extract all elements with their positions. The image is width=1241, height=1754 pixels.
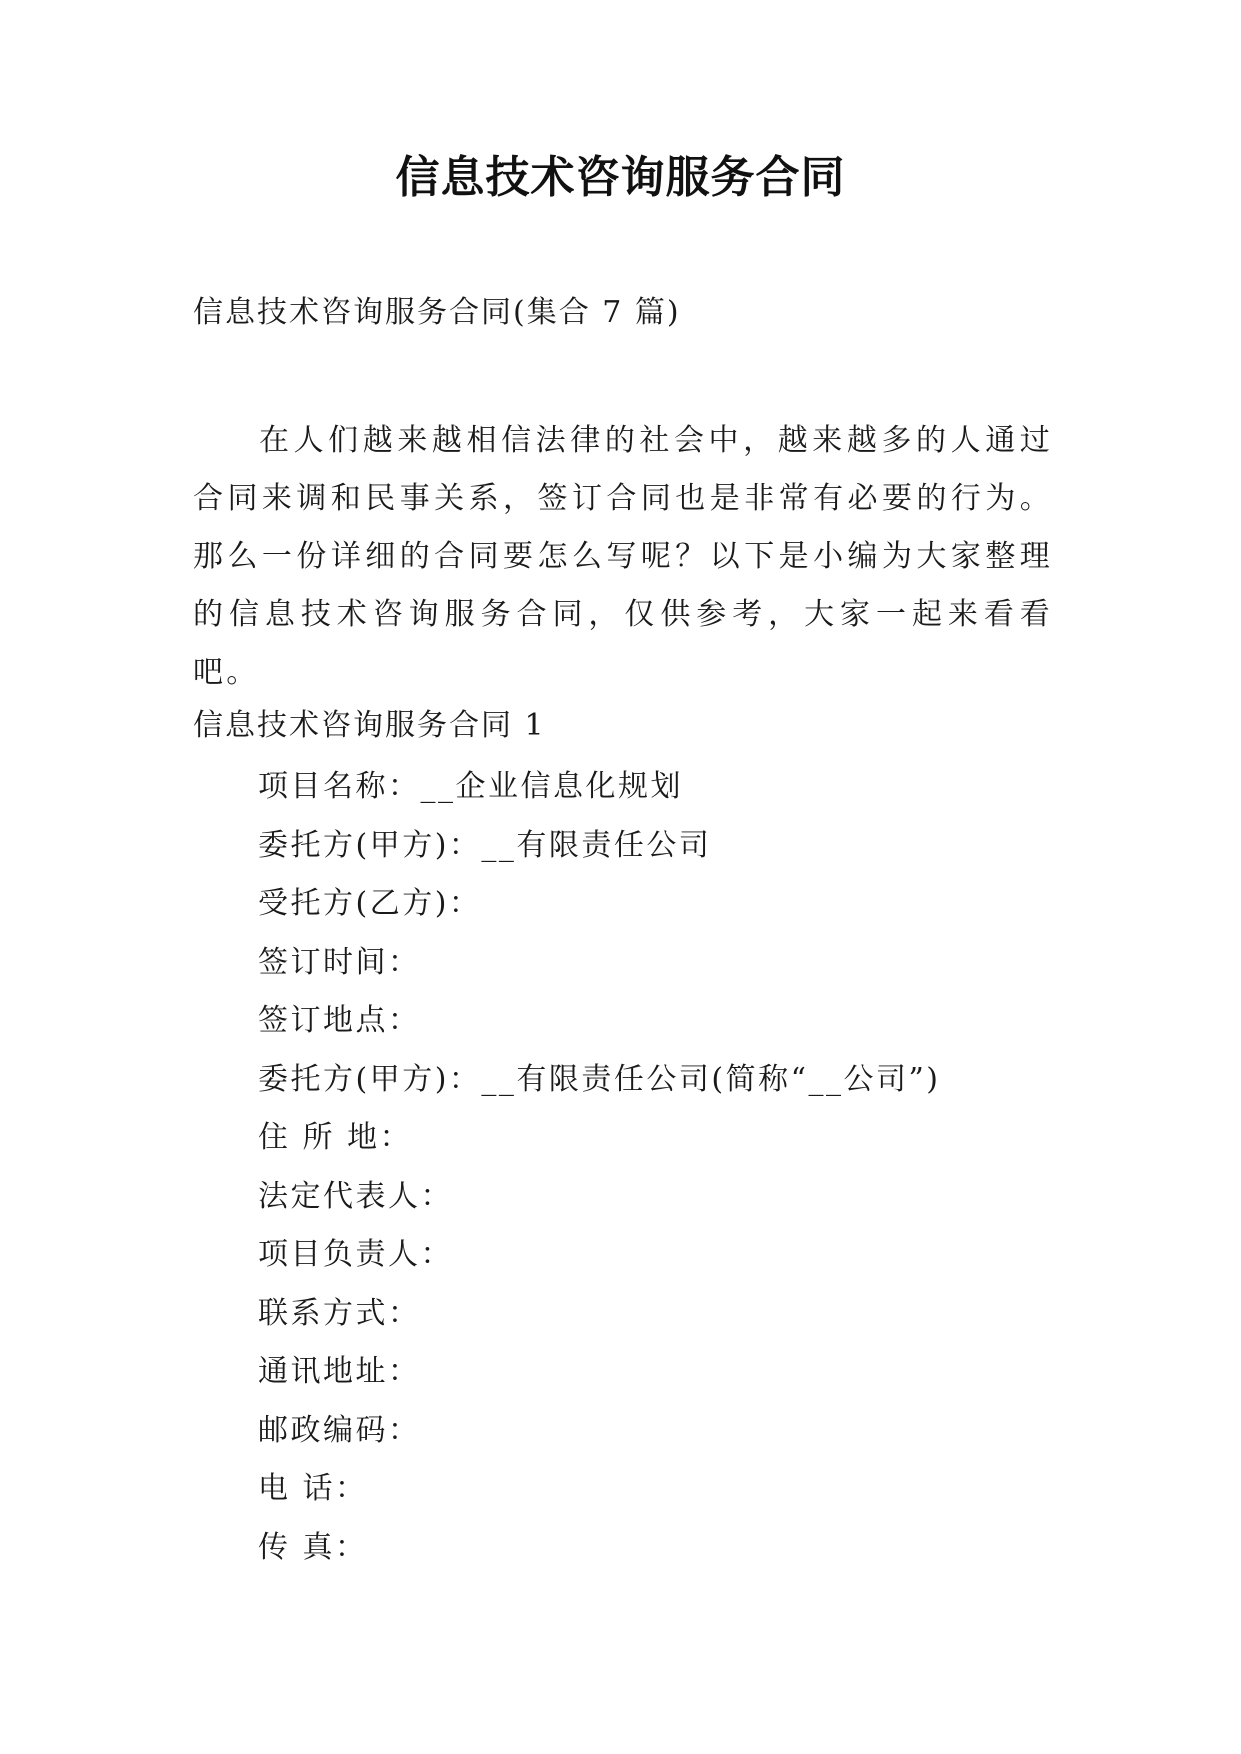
document-title: 信息技术咨询服务合同 xyxy=(395,152,846,203)
field-signing-place: 签订地点： xyxy=(258,1003,421,1038)
field-contractor-party-b: 受托方(乙方)： xyxy=(258,886,482,921)
field-postal-code: 邮政编码： xyxy=(258,1412,421,1448)
field-project-lead: 项目负责人： xyxy=(258,1237,453,1272)
section-heading: 信息技术咨询服务合同 1 xyxy=(193,708,546,743)
field-fax: 传 真： xyxy=(258,1529,368,1565)
field-client-party-a-full: 委托方(甲方)：__有限责任公司(简称“__公司”) xyxy=(258,1061,941,1097)
field-contact-method: 联系方式： xyxy=(258,1295,421,1331)
field-client-party-a: 委托方(甲方)：__有限责任公司 xyxy=(258,827,712,863)
field-domicile: 住 所 地： xyxy=(258,1120,413,1155)
field-project-name: 项目名称：__企业信息化规划 xyxy=(258,769,683,804)
document-subtitle: 信息技术咨询服务合同(集合 7 篇) xyxy=(193,295,681,330)
intro-paragraph: 在人们越来越相信法律的社会中，越来越多的人通过合同来调和民事关系，签订合同也是非常有必要的行为。那么一份详细的合同要怎么写呢？以下是小编为大家整理的信息技术咨询服务合同，仅供参考，大家一起来看看吧。 xyxy=(193,423,1053,690)
field-signing-time: 签订时间： xyxy=(258,944,421,980)
contract-fields-list xyxy=(258,758,941,1577)
field-phone: 电 话： xyxy=(258,1471,368,1506)
field-mailing-address: 通讯地址： xyxy=(258,1354,421,1389)
field-legal-representative: 法定代表人： xyxy=(258,1178,453,1214)
